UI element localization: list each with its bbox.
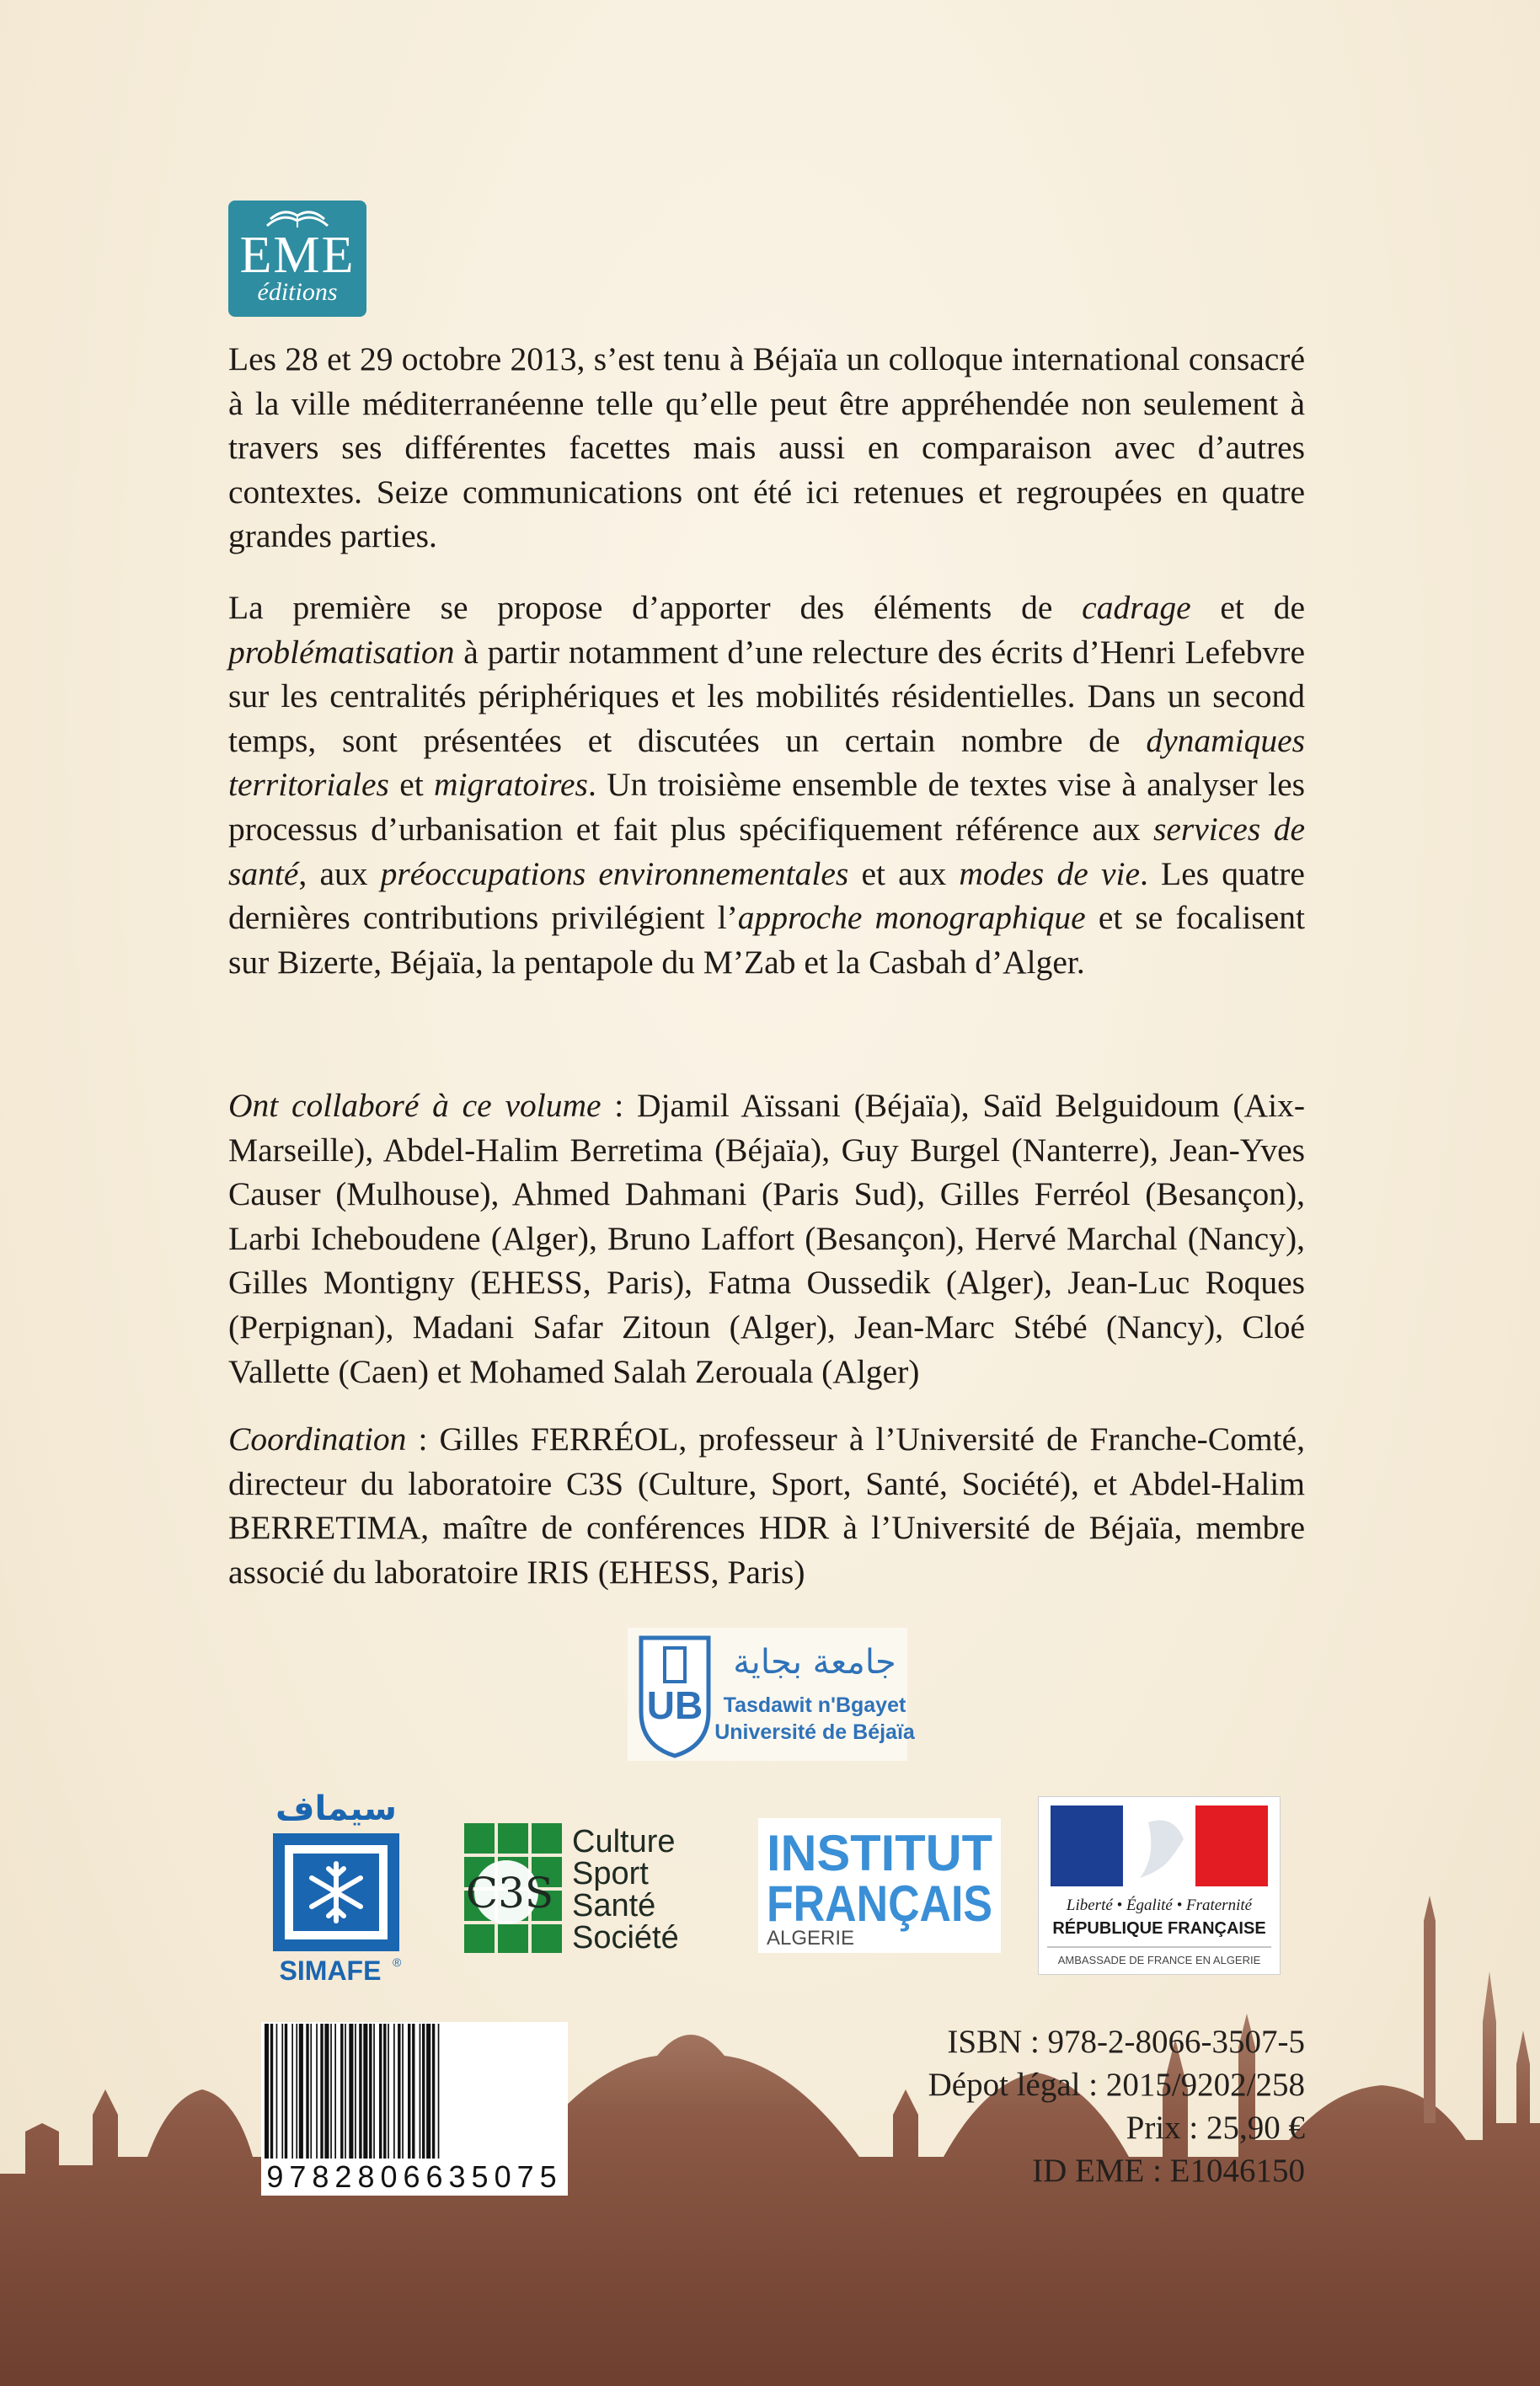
barcode-digits: 9782806635075 [261, 2159, 568, 2196]
depot-legal: Dépot légal : 2015/9202/258 [928, 2067, 1305, 2103]
c3s-word-culture: Culture [572, 1824, 676, 1859]
emphasis: problématisation [228, 633, 455, 671]
ub-line-2: Université de Béjaïa [714, 1720, 915, 1744]
barcode-bar [432, 2024, 435, 2164]
ub-mark: UB [646, 1683, 703, 1727]
emphasis: modes de vie [959, 854, 1140, 892]
isbn: ISBN : 978-2-8066-3507-5 [947, 2024, 1305, 2060]
barcode-bar [334, 2024, 336, 2164]
barcode-bar [299, 2024, 303, 2164]
ambassade-text: AMBASSADE DE FRANCE EN ALGERIE [1057, 1954, 1261, 1966]
barcode-bar [438, 2024, 440, 2164]
barcode-bars [261, 2022, 568, 2165]
barcode-bar [388, 2024, 389, 2164]
text-segment: et de [1190, 589, 1305, 626]
simafe-name: SIMAFE [279, 1955, 382, 1986]
barcode-bar [422, 2024, 425, 2164]
text-segment: , aux [298, 854, 381, 892]
eme-editions-logo [228, 201, 366, 317]
summary-paragraph-2 [228, 586, 1305, 984]
text-segment: . Les quatre dernières contributions privilégient l’ [228, 854, 1305, 937]
simafe-arabic-name: سيماف [275, 1790, 397, 1828]
barcode-bar [320, 2024, 323, 2164]
barcode-bar [398, 2024, 400, 2164]
barcode-bar [420, 2024, 421, 2164]
c3s-culture-sport-sante-societe-logo [463, 1822, 724, 1955]
text-segment: La première se propose d’apporter des éléments de [228, 589, 1083, 626]
eme-id: ID EME : E1046150 [1032, 2153, 1305, 2189]
publisher-subtitle: éditions [257, 278, 338, 306]
price: Prix : 25,90 € [1126, 2110, 1305, 2146]
ub-arabic-name: جامعة بجاية [733, 1643, 896, 1682]
text-segment: et [388, 766, 435, 804]
contributors-list: : Djamil Aïssani (Béjaïa), Saïd Belguidoum (Aix-Marseille), Abdel-Halim Berretima (Béjaïa), Guy Burgel (Nanterre), Jean-Yves Causer (Mulhouse), Ahmed Dahmani (Paris Sud), Gilles Ferréol (Besançon), Larbi Icheboudene (Alger), Bruno Laffort (Besançon), Hervé Marchal (Nancy), Gilles Montigny (EHESS, Paris), Fatma Oussedik (Alger), Jean-Luc Roques (Perpignan), Madani Safar Zitoun (Alger), Jean-Marc Stébé (Nancy), Cloé Vallette (Caen) et Mohamed Salah Zerouala (Alger) [228, 1087, 1305, 1390]
coordination-label: Coordination [228, 1420, 407, 1458]
contributors-label: Ont collaboré à ce volume [228, 1087, 602, 1124]
emphasis: migratoires [434, 766, 588, 804]
barcode-bar [349, 2024, 353, 2164]
barcode-bar [296, 2024, 297, 2164]
coordination-text: : Gilles FERRÉOL, professeur à l’Université de Franche-Comté, directeur du laboratoire C3S (Culture, Sport, Santé, Société), et Abdel-Halim BERRETIMA, maître de conférences HDR à l’Université de Béjaïa, membre associé du laboratoire IRIS (EHESS, Paris) [228, 1420, 1305, 1591]
barcode-bar [324, 2024, 329, 2164]
institut-word: INSTITUT [767, 1825, 992, 1881]
barcode-bar [276, 2024, 278, 2164]
barcode-bar [310, 2024, 312, 2164]
contributors-paragraph [228, 1083, 1305, 1394]
barcode-bar [355, 2024, 356, 2164]
barcode-bar [426, 2024, 430, 2164]
barcode-bar [281, 2024, 283, 2164]
paragraph-text: Les 28 et 29 octobre 2013, s’est tenu à Béjaïa un colloque international consacré à la ville méditerranéenne telle qu’elle peut être appréhendée non seulement à travers ses différentes facettes mais aussi en comparaison avec d’autres contextes. Seize communications ont été ici retenues et regroupées en quatre grandes parties. [228, 340, 1305, 555]
text-segment: . Un troisième ensemble de textes vise à analyser les processus d’urbanisation et fait plus spécifiquement référence aux [228, 766, 1305, 848]
coordination-paragraph [228, 1417, 1305, 1594]
c3s-word-sante: Santé [572, 1888, 656, 1923]
republique-name: RÉPUBLIQUE FRANÇAISE [1052, 1919, 1266, 1938]
barcode-bar [265, 2024, 269, 2164]
c3s-word-sport: Sport [572, 1856, 649, 1891]
barcode-bar [340, 2024, 343, 2164]
republique-motto: Liberté • Égalité • Fraternité [1066, 1896, 1253, 1914]
book-info [928, 2020, 1305, 2192]
emphasis: approche monographique [737, 899, 1086, 937]
barcode-bar [359, 2024, 361, 2164]
publisher-name: EME [239, 227, 356, 284]
barcode-bar [306, 2024, 308, 2164]
simafe-logo [268, 1784, 404, 1987]
emphasis: cadrage [1082, 589, 1191, 626]
institut-francais-logo [758, 1818, 1001, 1953]
barcode-bar [330, 2024, 332, 2164]
algerie-word: ALGERIE [767, 1927, 855, 1950]
barcode-bar [270, 2024, 273, 2164]
barcode-bar [408, 2024, 410, 2164]
barcode [261, 2022, 568, 2165]
universite-bejaia-logo [628, 1628, 915, 1761]
barcode-bar [412, 2024, 414, 2164]
barcode-bar [402, 2024, 404, 2164]
city-skyline-illustration [0, 1921, 1540, 2386]
barcode-bar [393, 2024, 395, 2164]
emphasis: préoccupations environnementales [380, 854, 849, 892]
barcode-bar [285, 2024, 287, 2164]
barcode-bar [291, 2024, 293, 2164]
barcode-bar [383, 2024, 386, 2164]
text-segment: à partir notamment d’une relecture des écrits d’Henri Lefebvre sur les centralités périphériques et les mobilités résidentielles. Dans un second temps, sont présentées et discutées un certain nombre de [228, 633, 1305, 759]
emphasis: services de santé [228, 810, 1305, 892]
ub-line-1: Tasdawit n'Bgayet [723, 1693, 906, 1717]
c3s-word-societe: Société [572, 1920, 679, 1955]
republique-francaise-logo [1038, 1796, 1281, 1975]
summary-paragraph-1 [228, 337, 1305, 559]
francais-word: FRANÇAIS [767, 1875, 992, 1932]
barcode-bar [373, 2024, 375, 2164]
barcode-bar [369, 2024, 372, 2164]
emphasis: dynamiques territoriales [228, 721, 1305, 804]
barcode-bar [345, 2024, 346, 2164]
c3s-mark: C3S [465, 1869, 554, 1918]
barcode-bar [316, 2024, 318, 2164]
barcode-bar [363, 2024, 367, 2164]
text-segment: et aux [848, 854, 960, 892]
barcode-bar [379, 2024, 382, 2164]
registered-mark: ® [393, 1955, 402, 1969]
text-segment: et se focalisent sur Bizerte, Béjaïa, la pentapole du M’Zab et la Casbah d’Alger. [228, 899, 1305, 981]
